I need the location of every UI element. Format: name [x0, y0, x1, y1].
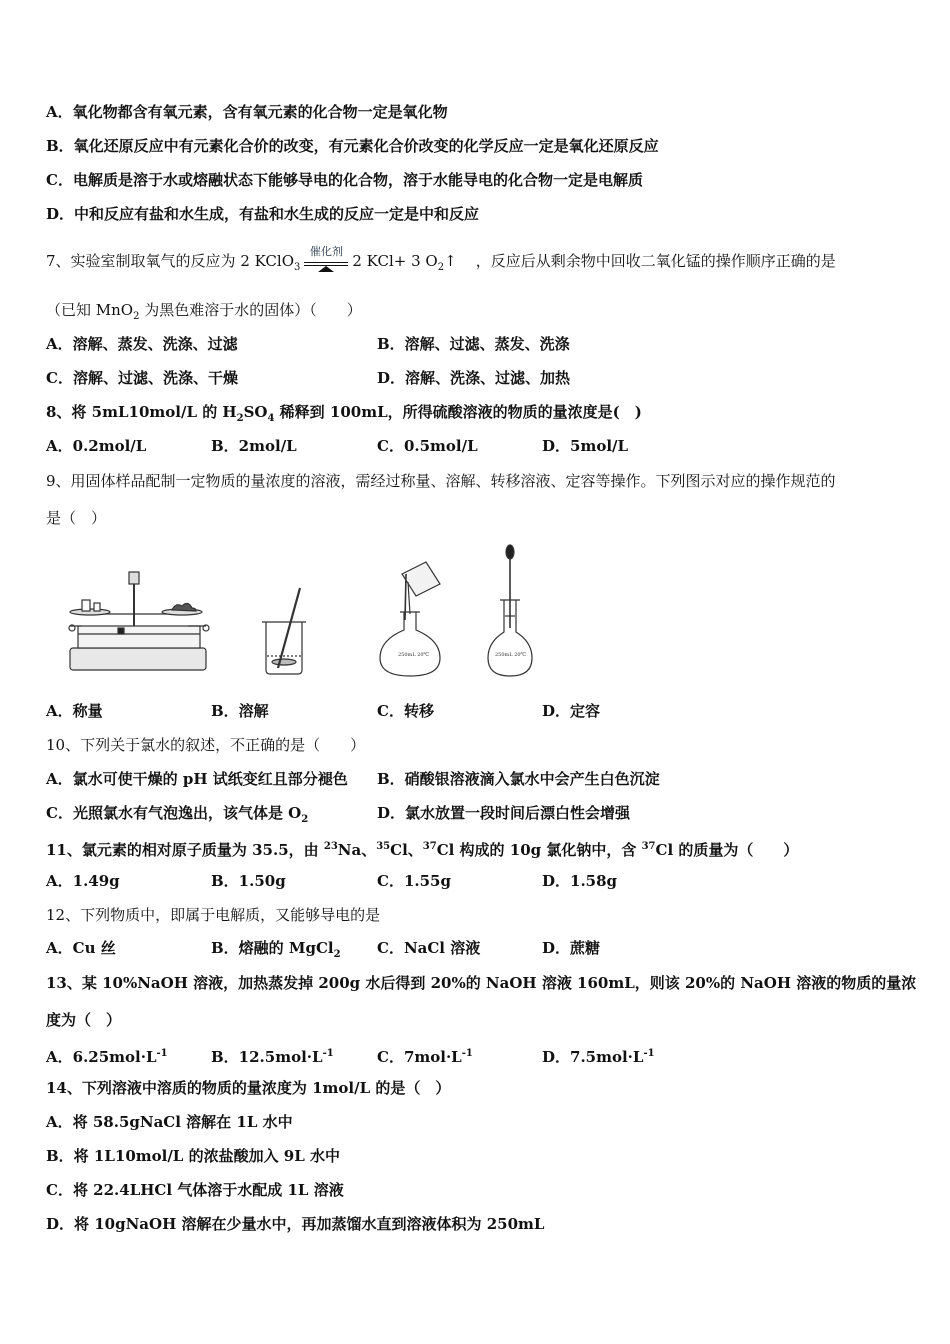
q11-stem-b: Cl 构成的 10g 氯化钠中，含 — [436, 841, 642, 859]
q13-option-d-sup: -1 — [643, 1048, 655, 1059]
q12-option-c: C．NaCl 溶液 — [377, 939, 481, 957]
q13-option-b-sup: -1 — [322, 1048, 334, 1059]
q12-option-b-text: B．熔融的 MgCl — [211, 939, 334, 957]
q11-sup35: 35 — [376, 841, 391, 852]
q12-stem: 12、下列物质中，即属于电解质，又能够导电的是 — [46, 906, 381, 924]
q14-option-b: B．将 1L10mol/L 的浓盐酸加入 9L 水中 — [46, 1147, 341, 1165]
q13-option-b-text: B．12.5mol·L — [211, 1048, 323, 1066]
q7-line2-sub: 2 — [133, 311, 140, 322]
q12-option-b — [211, 938, 341, 965]
q11-stem-a: 11、氯元素的相对原子质量为 35.5，由 — [46, 841, 324, 859]
q8-option-b: B．2mol/L — [211, 437, 297, 455]
q10-option-c-sub: 2 — [301, 814, 309, 825]
q11-stem — [46, 837, 798, 860]
q11-na: Na、 — [337, 841, 377, 859]
q10-option-c-text: C．光照氯水有气泡逸出，该气体是 O — [46, 804, 302, 822]
q9-option-d: D．定容 — [542, 702, 601, 720]
q8-sub2: 2 — [236, 413, 244, 424]
q12-option-a: A．Cu 丝 — [46, 939, 116, 957]
q7-line2-suffix: 为黑色难溶于水的固体）（ ） — [139, 301, 362, 319]
q11-option-c: C．1.55g — [377, 872, 451, 890]
q13-option-d-text: D．7.5mol·L — [542, 1048, 644, 1066]
q13-stem-line2: 度为（ ） — [46, 1011, 122, 1029]
q7-option-a: A．溶解、蒸发、洗涤、过滤 — [46, 335, 238, 353]
q7-line2-prefix: （已知 MnO — [46, 301, 134, 319]
heat-triangle-icon — [318, 266, 334, 272]
q7-option-b: B．溶解、过滤、蒸发、洗涤 — [377, 335, 570, 353]
q7-stem-suffix: ，反应后从剩余物中回收二氧化锰的操作顺序正确的是 — [475, 252, 836, 270]
q7-sub3: 3 — [294, 262, 301, 273]
q13-option-a-text: A．6.25mol·L — [46, 1048, 157, 1066]
beaker-glass-rod-icon — [262, 588, 306, 674]
q8-stem — [46, 402, 642, 429]
q6-option-c: C．电解质是溶于水或熔融状态下能够导电的化合物，溶于水能导电的化合物一定是电解质 — [46, 171, 643, 189]
q8-mid: SO — [243, 403, 268, 421]
q9-option-c: C．转移 — [377, 702, 434, 720]
q10-stem: 10、下列关于氯水的叙述，不正确的是（ ） — [46, 736, 366, 754]
catalyst-label: 催化剂 — [309, 245, 343, 258]
q8-stem-suffix: 稀释到 100mL，所得硫酸溶液的物质的量浓度是( ) — [274, 403, 642, 421]
q13-option-a — [46, 1044, 168, 1067]
q13-option-d — [542, 1044, 655, 1067]
q7-stem — [46, 245, 836, 278]
flask-1-label: 250mL 20℃ — [398, 652, 430, 658]
q13-stem-line1: 13、某 10%NaOH 溶液，加热蒸发掉 200g 水后得到 20%的 NaOH 溶液 160mL，则该 20%的 NaOH 溶液的物质的量浓 — [46, 974, 917, 992]
q9-option-a: A．称量 — [46, 702, 103, 720]
q11-stem-c: Cl 的质量为（ ） — [655, 841, 799, 859]
q13-option-c — [377, 1044, 473, 1067]
q12-option-b-sub: 2 — [333, 949, 341, 960]
q7-sub2: 2 — [437, 262, 445, 273]
q11-cl1: Cl、 — [390, 841, 423, 859]
q14-option-a: A．将 58.5gNaCl 溶解在 1L 水中 — [46, 1113, 293, 1131]
q11-option-a: A．1.49g — [46, 872, 120, 890]
q8-option-c: C．0.5mol/L — [377, 437, 478, 455]
q7-products: 2 KCl+ 3 O — [352, 252, 438, 270]
q13-option-a-sup: -1 — [156, 1048, 168, 1059]
q10-option-c — [46, 803, 308, 830]
q8-stem-prefix: 8、将 5mL10mol/L 的 H — [46, 403, 237, 421]
q9-option-b: B．溶解 — [211, 702, 269, 720]
q11-option-b: B．1.50g — [211, 872, 286, 890]
q6-option-a: A．氧化物都含有氧元素，含有氧元素的化合物一定是氧化物 — [46, 103, 448, 121]
q13-option-b — [211, 1044, 334, 1067]
q8-option-d: D．5mol/L — [542, 437, 629, 455]
q14-option-c: C．将 22.4LHCl 气体溶于水配成 1L 溶液 — [46, 1181, 344, 1199]
q11-sup23: 23 — [323, 841, 338, 852]
q12-option-d: D．蔗糖 — [542, 939, 601, 957]
q14-stem: 14、下列溶液中溶质的物质的量浓度为 1mol/L 的是（ ） — [46, 1079, 451, 1097]
flask-2-label: 250mL 20℃ — [495, 652, 527, 658]
balance-icon — [69, 572, 209, 670]
q8-option-a: A．0.2mol/L — [46, 437, 147, 455]
q9-stem-line2: 是（ ） — [46, 509, 107, 527]
q7-stem-line2 — [46, 300, 362, 327]
q7-option-c: C．溶解、过滤、洗涤、干燥 — [46, 369, 238, 387]
q13-option-c-sup: -1 — [461, 1048, 473, 1059]
q7-option-d: D．溶解、洗涤、过滤、加热 — [377, 369, 571, 387]
q7-stem-prefix: 7、实验室制取氧气的反应为 2 KClO — [46, 252, 294, 270]
q10-option-a: A．氯水可使干燥的 pH 试纸变红且部分褪色 — [46, 770, 348, 788]
q10-option-d: D．氯水放置一段时间后漂白性会增强 — [377, 804, 631, 822]
q9-stem-line1: 9、用固体样品配制一定物质的量浓度的溶液，需经过称量、溶解、转移溶液、定容等操作。下列图示对应的操作规范的 — [46, 472, 836, 490]
q8-sub4: 4 — [267, 413, 275, 424]
q11-sup37b: 37 — [641, 841, 656, 852]
q11-option-d: D．1.58g — [542, 872, 618, 890]
q11-sup37a: 37 — [422, 841, 437, 852]
q6-option-d: D．中和反应有盐和水生成，有盐和水生成的反应一定是中和反应 — [46, 205, 480, 223]
up-arrow-icon: ↑ — [444, 252, 457, 270]
q10-option-b: B．硝酸银溶液滴入氯水中会产生白色沉淀 — [377, 770, 660, 788]
volumetric-flask-dropper-icon — [488, 545, 532, 676]
q6-option-b: B．氧化还原反应中有元素化合价的改变，有元素化合价改变的化学反应一定是氧化还原反应 — [46, 137, 659, 155]
volumetric-flask-transfer-icon — [380, 562, 440, 676]
catalyst-arrow — [302, 245, 350, 272]
q14-option-d: D．将 10gNaOH 溶解在少量水中，再加蒸馏水直到溶液体积为 250mL — [46, 1215, 545, 1233]
lab-operations-figure — [60, 540, 580, 690]
q13-option-c-text: C．7mol·L — [377, 1048, 462, 1066]
